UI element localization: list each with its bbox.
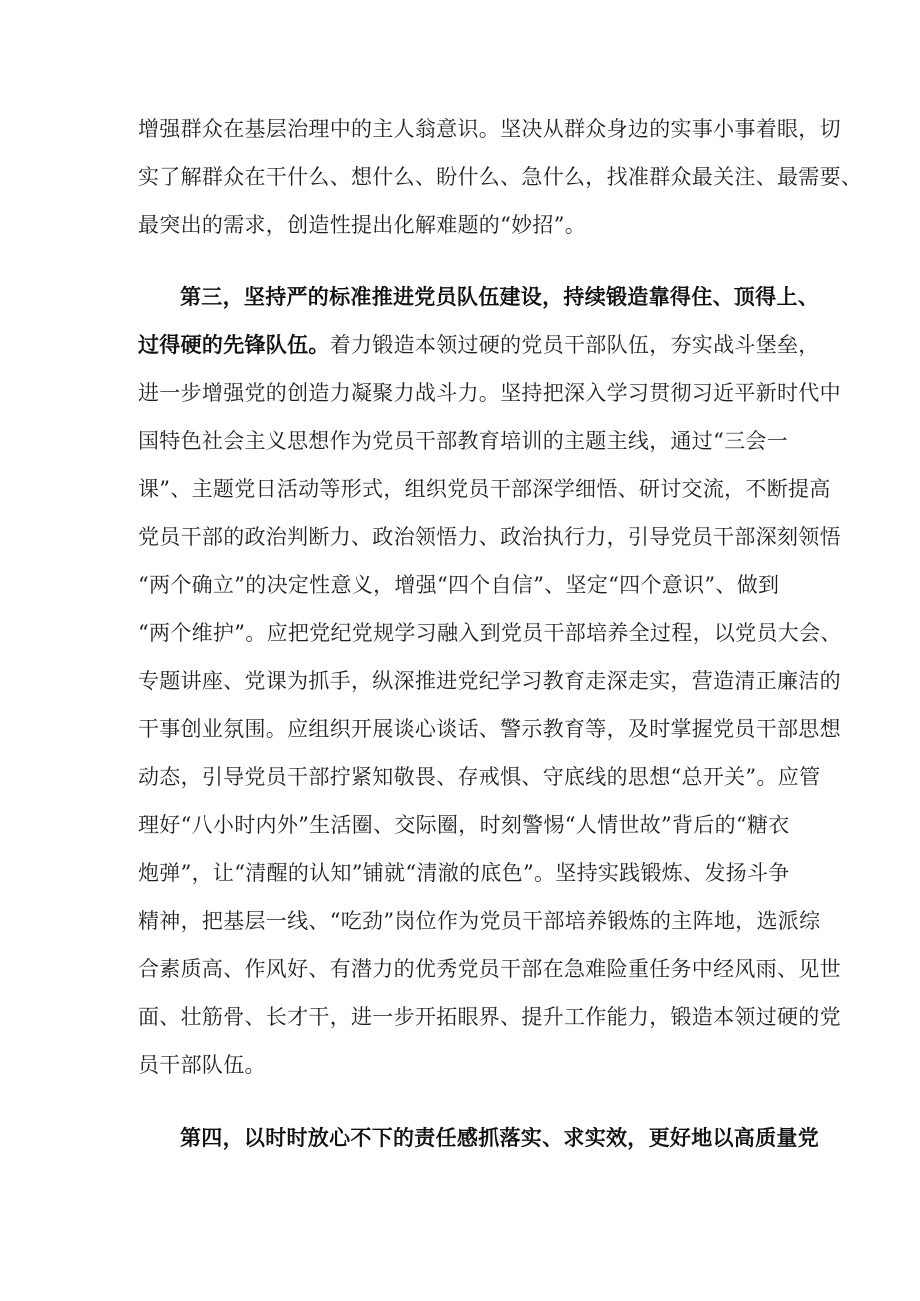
section-3-line-6: 党员干部的政治判断力、政治领悟力、政治执行力，引导党员干部深刻领悟 [138,525,841,549]
section-3-line-17: 员干部队伍。 [138,1053,266,1077]
section-3-line-13: 炮弹”，让“清醒的认知”铺就“清澈的底色”。坚持实践锻炼、发扬斗争 [138,861,790,885]
section-3-heading: 第三，坚持严的标准推进党员队伍建设，持续锻造靠得住、顶得上、 [180,284,819,309]
section-3-line-2 [138,331,820,359]
section-3-line-11: 动态，引导党员干部拧紧知敬畏、存戒惧、守底线的思想“总开关”。应管 [138,765,821,789]
section-3-line-15: 合素质高、作风好、有潜力的优秀党员干部在急难险重任务中经风雨、见世 [138,957,841,981]
section-3-line-7: “两个确立”的决定性意义，增强“四个自信”、坚定“四个意识”、做到 [138,573,780,597]
section-3-line-4: 国特色社会主义思想作为党员干部教育培训的主题主线，通过“三会一 [138,429,789,453]
section-3-line-9: 专题讲座、党课为抓手，纵深推进党纪学习教育走深走实，营造清正廉洁的 [138,669,841,693]
section-3-line-2-text: 着力锻造本领过硬的党员干部队伍，夯实战斗堡垒， [329,333,820,357]
section-3-line-14: 精神，把基层一线、“吃劲”岗位作为党员干部培养锻炼的主阵地，选派综 [138,909,821,933]
paragraph-1-line-2: 实了解群众在干什么、想什么、盼什么、急什么，找准群众最关注、最需要、 [138,165,863,189]
paragraph-1-line-1: 增强群众在基层治理中的主人翁意识。坚决从群众身边的实事小事着眼，切 [138,117,841,141]
paragraph-1-line-3: 最突出的需求，创造性提出化解难题的“妙招”。 [138,213,587,237]
section-3-line-5: 课”、主题党日活动等形式，组织党员干部深学细悟、研讨交流，不断提高 [138,477,831,501]
section-3-line-12: 理好“八小时内外”生活圈、交际圈，时刻警惕“人情世故”背后的“糖衣 [138,813,790,837]
section-3-heading-end: 过得硬的先锋队伍。 [138,332,330,357]
section-4-heading: 第四，以时时放心不下的责任感抓落实、求实效，更好地以高质量党 [180,1125,819,1150]
section-3-line-8: “两个维护”。应把党纪党规学习融入到党员干部培养全过程，以党员大会、 [138,621,842,645]
section-3-line-10: 干事创业氛围。应组织开展谈心谈话、警示教育等，及时掌握党员干部思想 [138,717,841,741]
section-3-line-16: 面、壮筋骨、长才干，进一步开拓眼界、提升工作能力，锻造本领过硬的党 [138,1005,841,1029]
section-3-line-3: 进一步增强党的创造力凝聚力战斗力。坚持把深入学习贯彻习近平新时代中 [138,381,841,405]
